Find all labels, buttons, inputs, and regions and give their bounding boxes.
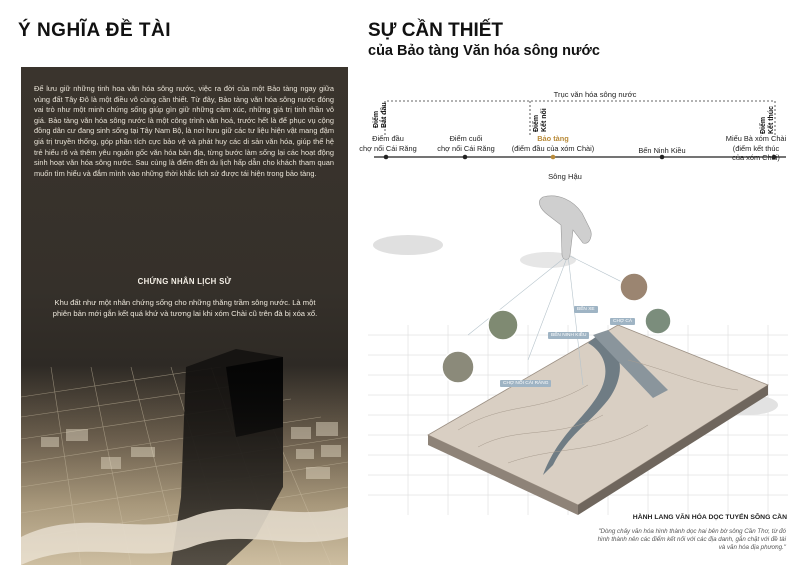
- history-paragraph: Khu đất như một nhân chứng sống cho những thăng trầm sông nước. Là một phiên bản mới gắn kết quá khứ và tương lai khi xóm Chài cũ trên đà bị xóa xổ.: [52, 298, 318, 318]
- isometric-map-illustration: [368, 185, 788, 515]
- stop-cai-rang-start: Điểm đầu chợ nổi Cái Răng: [359, 134, 417, 153]
- history-heading: CHỨNG NHÂN LỊCH SỬ: [137, 277, 232, 286]
- end-marker-label: Điểm Kết thúc: [760, 106, 775, 134]
- corridor-quote: "Dòng chảy văn hóa hình thành dọc hai bên bờ sông Cần Thơ, từ đó hình thành nên các điểm kết nối với các địa danh, gắn chặt với đề tài và văn hóa địa phương.": [597, 528, 786, 552]
- photo-circle: [620, 273, 648, 301]
- map-base: [428, 325, 768, 505]
- pointing-hand: [539, 196, 591, 260]
- map-tag: CHỢ NỔI CÁI RĂNG: [500, 380, 551, 387]
- intro-paragraph: Để lưu giữ những tinh hoa văn hóa sông nước, việc ra đời của một Bảo tàng ngay giữa vùng đất Tây Đô là một điều vô cùng cần thiết. Từ đây, Bảo tàng văn hóa sông nước đóng vai trò như một minh chứng sống giúp gìn giữ những cảm xúc, những giá trị tinh thần vô giá. Bảo tàng văn hóa sông nước là một công trình văn hoá, trước hết là để phục vụ cộng đồng dân cư đang sinh sống tại Tây Nam Bộ, là nơi hưu giữ các tư liệu hiện vật mang đậm giá trị truyền thống, góp phần tích cực bảo vệ và phát huy các di sản văn hóa, giúp thế hệ trẻ hiểu rõ và thêm yêu nguồn gốc văn hóa bản địa, từng bước làm sống lại các hoạt động sinh hoạt văn hóa sông nước. Sau cùng là điểm đến du lịch hấp dẫn cho khách tham quan muốn tìm hiểu và đắm mình vào những thời khắc lịch sử được tái hiện trong bảo tàng.: [34, 84, 334, 178]
- right-page-title: SỰ CẦN THIẾT: [368, 20, 504, 41]
- photo-circle: [488, 310, 518, 340]
- river-label: Sông Hậu: [548, 172, 582, 181]
- right-page-subtitle: của Bảo tàng Văn hóa sông nước: [368, 43, 600, 59]
- map-tag: BẾN XE: [574, 306, 598, 313]
- photo-circle: [442, 351, 474, 383]
- map-tag: BẾN NINH KIỀU: [548, 332, 589, 339]
- left-page-title: Ý NGHĨA ĐỀ TÀI: [18, 20, 172, 41]
- map-tag: CHỢ CÁ: [610, 318, 635, 325]
- culture-axis-bracket: [385, 101, 775, 135]
- stop-museum: Bảo tàng (điểm đầu của xóm Chài): [511, 134, 595, 153]
- corridor-title: HÀNH LANG VĂN HÓA DỌC TUYẾN SÔNG CẦN: [632, 514, 787, 521]
- timeline-node: [384, 155, 389, 160]
- culture-axis-label: Trục văn hóa sông nước: [553, 90, 637, 99]
- stop-ninh-kieu: Bến Ninh Kiều: [638, 146, 686, 155]
- cloud: [373, 235, 443, 255]
- photo-circle: [645, 308, 671, 334]
- connect-marker-label: Điểm Kết nối: [533, 108, 548, 132]
- stop-mieu-ba: Miếu Bà xóm Chài (điểm kết thúc của xóm Chài): [725, 134, 787, 162]
- timeline-node-museum: [551, 155, 556, 160]
- start-marker-label: Điểm Bắt đầu: [373, 102, 388, 128]
- timeline-node: [463, 155, 468, 160]
- stop-cai-rang-end: Điểm cuối chợ nổi Cái Răng: [437, 134, 495, 153]
